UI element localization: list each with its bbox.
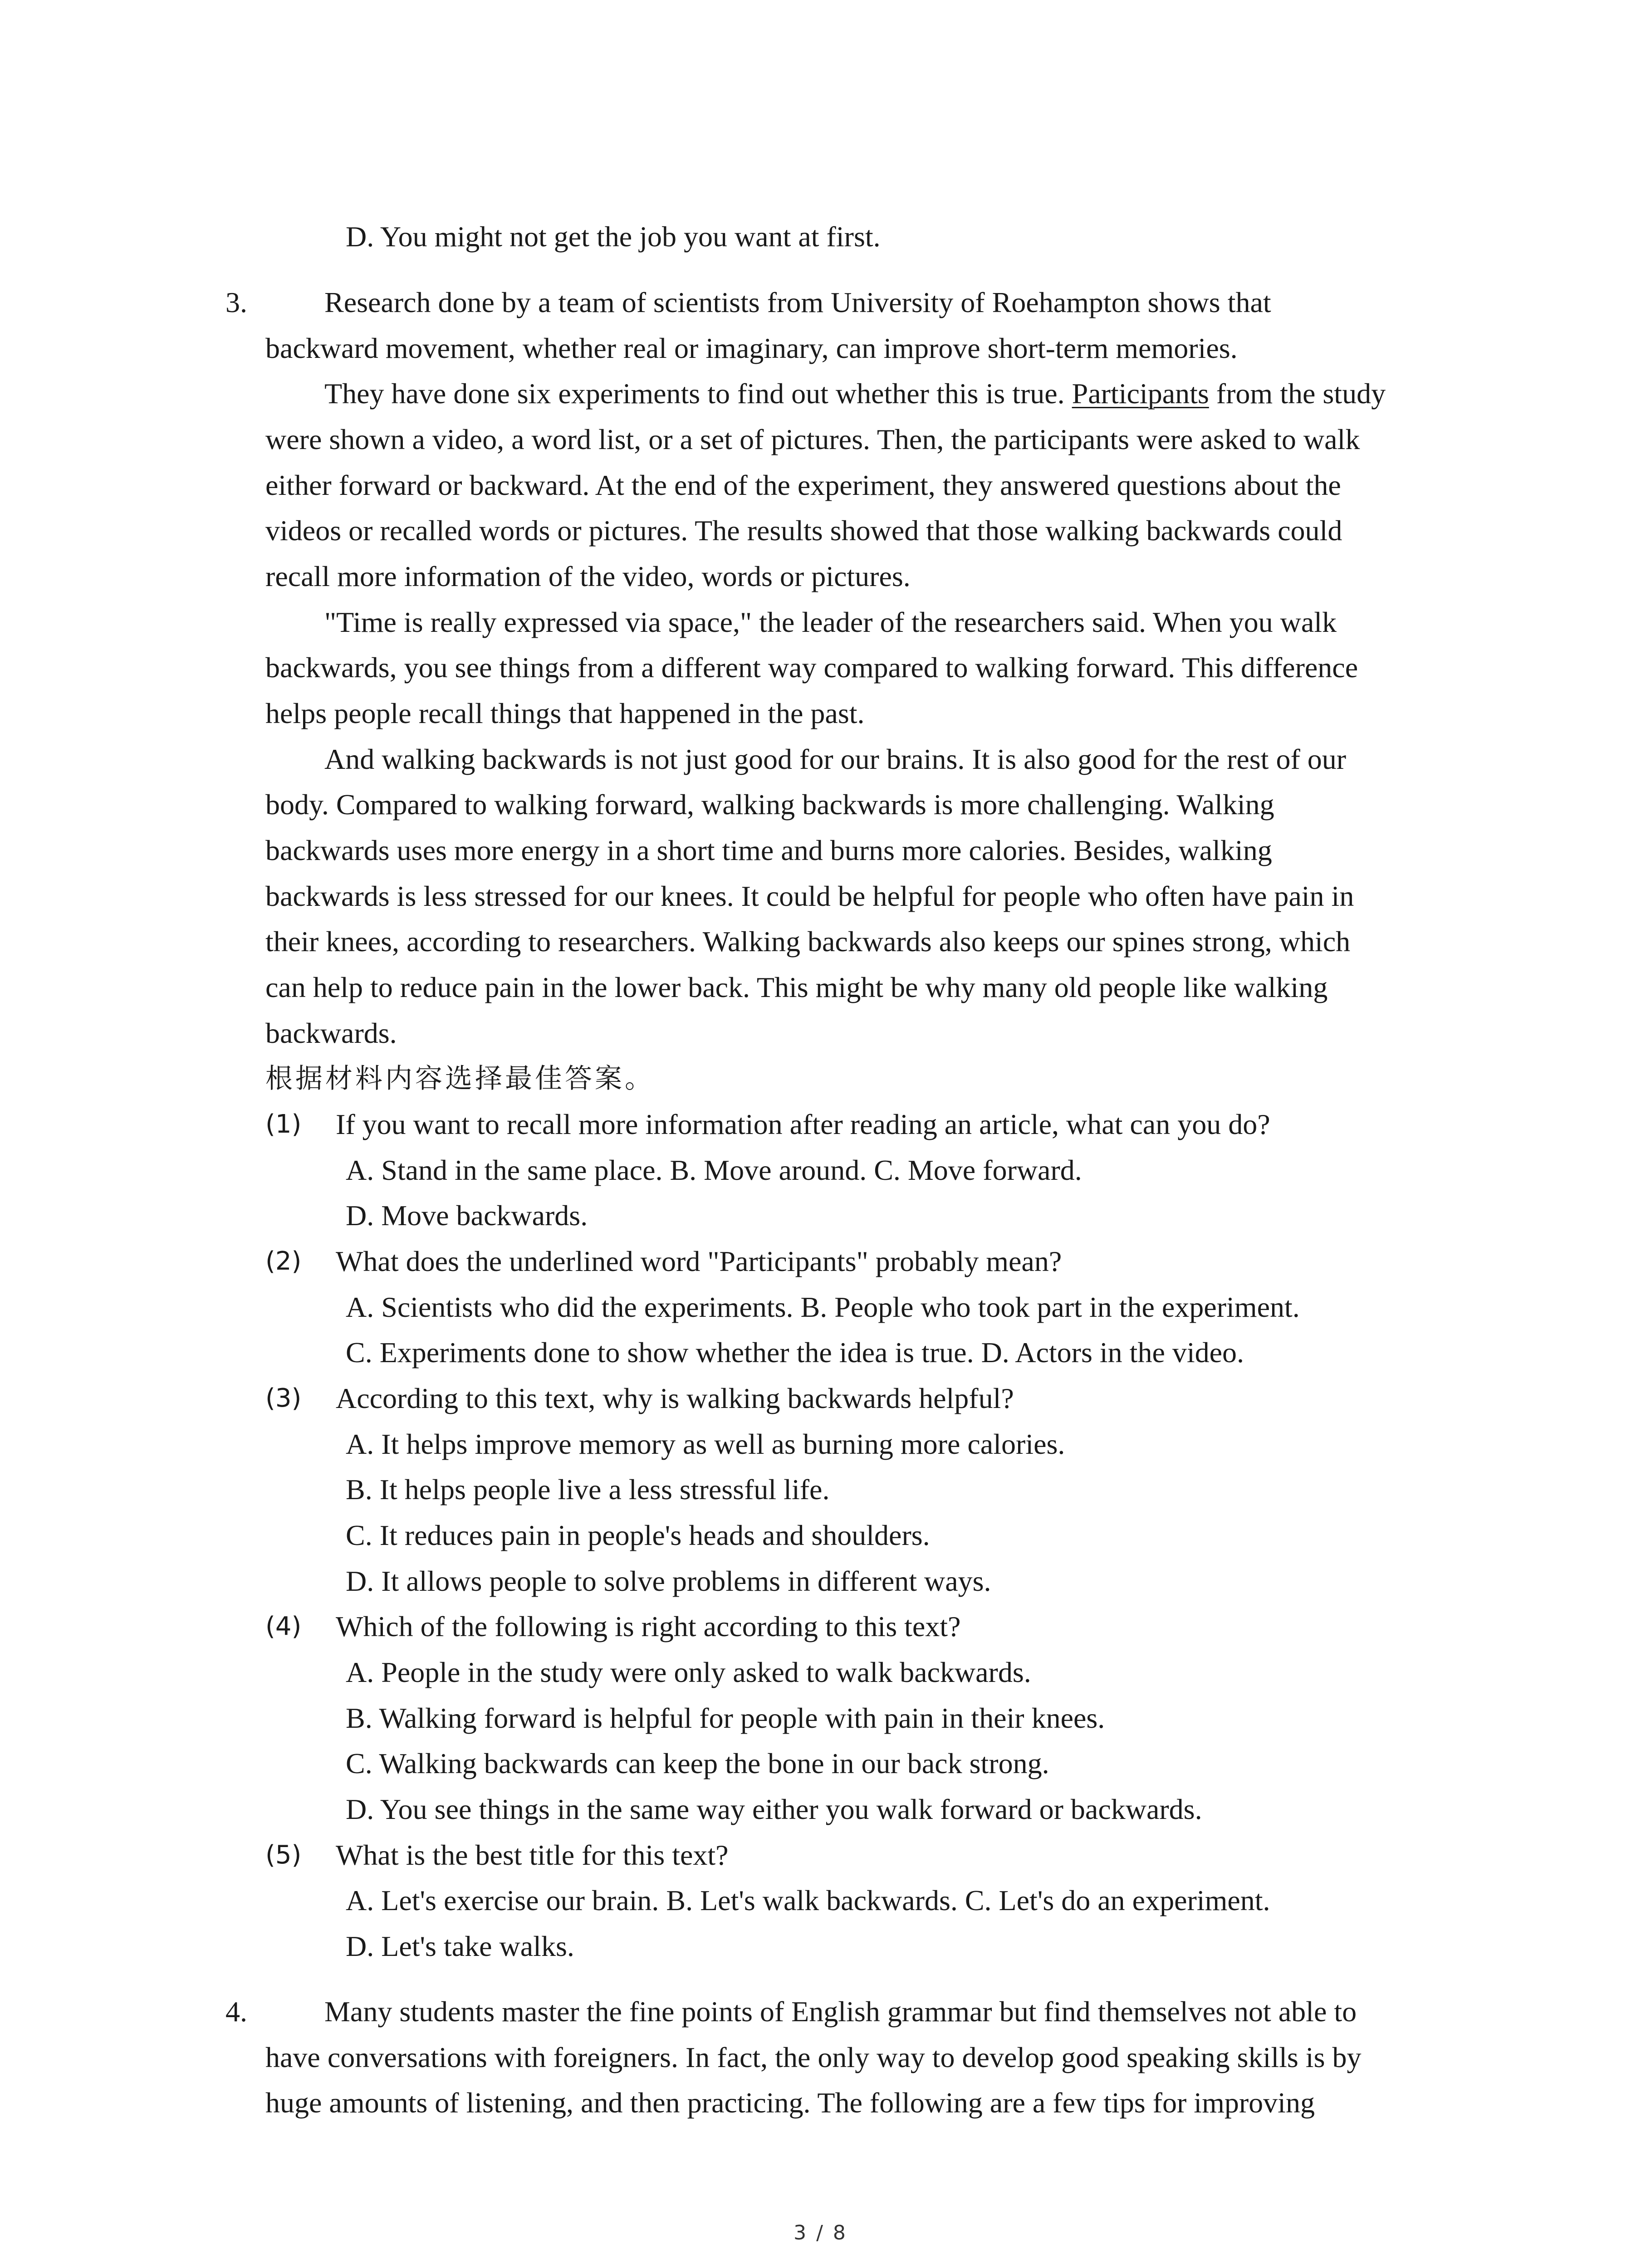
q3-sub3-option-b: B. It helps people live a less stressful life. xyxy=(346,1473,830,1505)
q3-sub3-stem: According to this text, why is walking backwards helpful? xyxy=(336,1382,1014,1414)
q3-line-1: Research done by a team of scientists from University of Roehampton shows that xyxy=(324,286,1271,318)
underlined-word-participants: Participants xyxy=(1072,377,1209,410)
q3-line-16: can help to reduce pain in the lower back. This might be why many old people like walking xyxy=(265,971,1328,1003)
q3-sub2-stem: What does the underlined word "Participants" probably mean? xyxy=(336,1245,1062,1277)
q3-sub4-option-c: C. Walking backwards can keep the bone in our back strong. xyxy=(346,1747,1049,1779)
q4-line-1: Many students master the fine points of English grammar but find themselves not able to xyxy=(324,1995,1357,2028)
q3-sub3-option-a: A. It helps improve memory as well as burning more calories. xyxy=(346,1428,1065,1460)
q3-sub2-number: (2) xyxy=(265,1246,302,1276)
q4-line-3: huge amounts of listening, and then practicing. The following are a few tips for improving xyxy=(265,2087,1315,2119)
q3-line-8: "Time is really expressed via space," the leader of the researchers said. When you walk xyxy=(324,606,1337,638)
q3-line-10: helps people recall things that happened in the past. xyxy=(265,697,865,729)
q3-sub4-option-d: D. You see things in the same way either you walk forward or backwards. xyxy=(346,1793,1202,1825)
q3-sub3-number: (3) xyxy=(265,1383,302,1413)
q3-sub4-option-a: A. People in the study were only asked to walk backwards. xyxy=(346,1656,1031,1688)
q3-sub1-options-d: D. Move backwards. xyxy=(346,1199,588,1232)
q3-line-11: And walking backwards is not just good for our brains. It is also good for the rest of our xyxy=(324,743,1347,775)
q3-sub5-option-d: D. Let's take walks. xyxy=(346,1930,574,1962)
q3-sub4-stem: Which of the following is right according to this text? xyxy=(336,1610,961,1642)
q3-sub3-option-c: C. It reduces pain in people's heads and shoulders. xyxy=(346,1519,930,1551)
q4-number: 4. xyxy=(225,1995,247,2028)
q2-option-d: D. You might not get the job you want at first. xyxy=(346,220,881,253)
q3-sub4-number: (4) xyxy=(265,1612,302,1641)
q3-sub3-option-d: D. It allows people to solve problems in different ways. xyxy=(346,1565,991,1597)
q3-sub5-stem: What is the best title for this text? xyxy=(336,1839,729,1871)
q4-line-2: have conversations with foreigners. In fact, the only way to develop good speaking skills is by xyxy=(265,2041,1362,2073)
q3-sub5-options-abc: A. Let's exercise our brain. B. Let's walk backwards. C. Let's do an experiment. xyxy=(346,1884,1270,1916)
q3-number: 3. xyxy=(225,286,247,318)
q3-sub2-options-ab: A. Scientists who did the experiments. B. People who took part in the experiment. xyxy=(346,1291,1300,1323)
q3-line-12: body. Compared to walking forward, walking backwards is more challenging. Walking xyxy=(265,788,1274,821)
q3-sub5-number: (5) xyxy=(265,1840,302,1870)
q3-line-4: were shown a video, a word list, or a set of pictures. Then, the participants were asked to walk xyxy=(265,423,1360,455)
q3-line-2: backward movement, whether real or imaginary, can improve short-term memories. xyxy=(265,332,1238,364)
q3-sub4-option-b: B. Walking forward is helpful for people with pain in their knees. xyxy=(346,1702,1105,1734)
q3-sub1-stem: If you want to recall more information after reading an article, what can you do? xyxy=(336,1108,1270,1140)
q3-line-9: backwards, you see things from a different way compared to walking forward. This difference xyxy=(265,651,1358,684)
q3-line-17: backwards. xyxy=(265,1017,397,1049)
q3-line-14: backwards is less stressed for our knees. It could be helpful for people who often have pain in xyxy=(265,880,1354,912)
q3-line-3 xyxy=(324,376,1386,412)
q3-sub1-options-a: A. Stand in the same place. B. Move around. C. Move forward. xyxy=(346,1154,1082,1186)
q3-line-13: backwards uses more energy in a short time and burns more calories. Besides, walking xyxy=(265,834,1272,866)
q3-line-15: their knees, according to researchers. Walking backwards also keeps our spines strong, which xyxy=(265,925,1351,958)
q3-sub1-number: (1) xyxy=(265,1110,302,1139)
q3-sub2-options-cd: C. Experiments done to show whether the idea is true. D. Actors in the video. xyxy=(346,1336,1244,1369)
q3-line-6: videos or recalled words or pictures. The results showed that those walking backwards could xyxy=(265,514,1342,547)
q3-instruction: 根据材料内容选择最佳答案。 xyxy=(265,1063,655,1095)
q3-line-7: recall more information of the video, words or pictures. xyxy=(265,560,911,592)
q3-line-3-lead: They have done six experiments to find out whether this is true. xyxy=(324,377,1072,410)
page-number: 3 / 8 xyxy=(794,2221,847,2244)
q3-line-3-tail: from the study xyxy=(1209,377,1386,410)
q3-line-5: either forward or backward. At the end of the experiment, they answered questions about the xyxy=(265,469,1341,501)
